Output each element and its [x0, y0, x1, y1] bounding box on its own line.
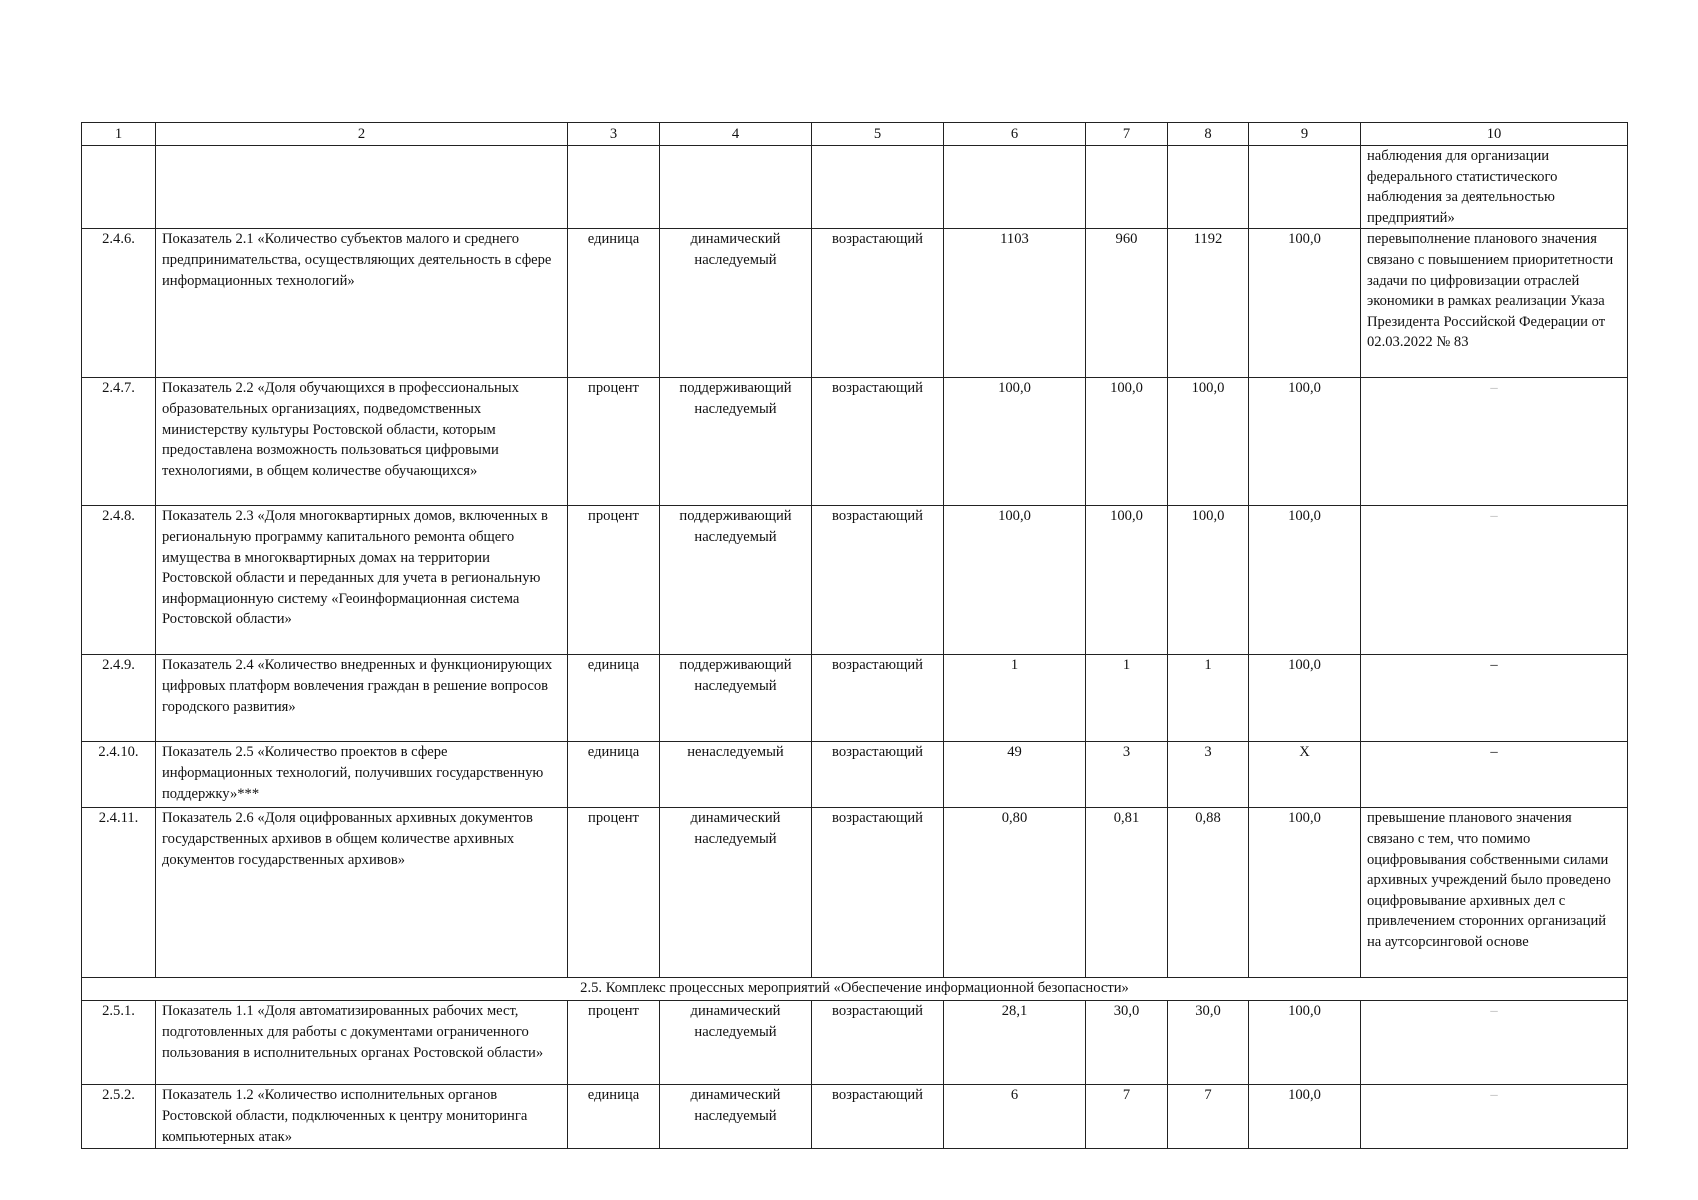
note-cell: перевыполнение планового значения связано с повышением приоритетности задачи по цифровизации отраслей экономики в рамках реализации Указа Президента Российской Федерации от 02.03.2022 № 83	[1361, 229, 1628, 378]
type-cell: динамический наследуемый	[660, 1085, 812, 1149]
table-row	[82, 655, 1628, 742]
note-cell: –	[1361, 378, 1628, 506]
section-header-row	[82, 978, 1628, 1001]
indicator-name: Показатель 2.6 «Доля оцифрованных архивных документов государственных архивов в общем количестве архивных документов государственных архивов»	[156, 808, 568, 978]
table-row	[82, 808, 1628, 978]
indicator-name: Показатель 2.1 «Количество субъектов малого и среднего предпринимательства, осуществляющих деятельность в сфере информационных технологий»	[156, 229, 568, 378]
column-number: 7	[1086, 123, 1168, 146]
value-col7: 3	[1086, 742, 1168, 808]
row-number: 2.5.1.	[82, 1001, 156, 1085]
table-row	[82, 1085, 1628, 1149]
direction-cell: возрастающий	[812, 1085, 944, 1149]
unit-cell: единица	[568, 742, 660, 808]
value-col6: 28,1	[944, 1001, 1086, 1085]
value-col8: 0,88	[1168, 808, 1249, 978]
table-row	[82, 1001, 1628, 1085]
direction-cell: возрастающий	[812, 506, 944, 655]
unit-cell: процент	[568, 1001, 660, 1085]
indicator-name: Показатель 1.2 «Количество исполнительных органов Ростовской области, подключенных к центру мониторинга компьютерных атак»	[156, 1085, 568, 1149]
direction-cell: возрастающий	[812, 808, 944, 978]
note-cell: превышение планового значения связано с тем, что помимо оцифровывания собственными силами архивных учреждений было проведено оцифровывание архивных дел с привлечением сторонних организаций на аутсорсинговой основе	[1361, 808, 1628, 978]
direction-cell: возрастающий	[812, 1001, 944, 1085]
value-col9: 100,0	[1249, 229, 1361, 378]
section-title: 2.5. Комплекс процессных мероприятий «Обеспечение информационной безопасности»	[82, 978, 1628, 1001]
type-cell: динамический наследуемый	[660, 808, 812, 978]
direction-cell: возрастающий	[812, 655, 944, 742]
type-cell: динамический наследуемый	[660, 1001, 812, 1085]
column-number: 3	[568, 123, 660, 146]
value-col8: 100,0	[1168, 378, 1249, 506]
value-col8: 7	[1168, 1085, 1249, 1149]
row-number: 2.4.10.	[82, 742, 156, 808]
value-col6: 1	[944, 655, 1086, 742]
value-col8: 100,0	[1168, 506, 1249, 655]
unit-cell: единица	[568, 1085, 660, 1149]
type-cell: поддерживающий наследуемый	[660, 378, 812, 506]
note-cell: –	[1361, 1001, 1628, 1085]
indicator-name: Показатель 1.1 «Доля автоматизированных рабочих мест, подготовленных для работы с документами ограниченного пользования в исполнительных органах Ростовской области»	[156, 1001, 568, 1085]
direction-cell: возрастающий	[812, 378, 944, 506]
column-number: 6	[944, 123, 1086, 146]
value-col8: 1	[1168, 655, 1249, 742]
value-col9: Х	[1249, 742, 1361, 808]
column-number: 8	[1168, 123, 1249, 146]
indicator-name: Показатель 2.2 «Доля обучающихся в профессиональных образовательных организациях, подведомственных министерству культуры Ростовской области, которым предоставлена возможность пользоваться цифровыми технологиями, в общем количестве обучающихся»	[156, 378, 568, 506]
value-col9: 100,0	[1249, 1085, 1361, 1149]
indicators-table	[81, 122, 1628, 1149]
unit-cell: процент	[568, 378, 660, 506]
type-cell: динамический наследуемый	[660, 229, 812, 378]
value-col6: 6	[944, 1085, 1086, 1149]
note-cell: –	[1361, 506, 1628, 655]
value-col7: 960	[1086, 229, 1168, 378]
note-cell: –	[1361, 655, 1628, 742]
column-number: 4	[660, 123, 812, 146]
row-number: 2.5.2.	[82, 1085, 156, 1149]
table-row	[82, 229, 1628, 378]
value-col9: 100,0	[1249, 808, 1361, 978]
value-col6: 0,80	[944, 808, 1086, 978]
unit-cell: процент	[568, 506, 660, 655]
value-col8: 30,0	[1168, 1001, 1249, 1085]
type-cell: поддерживающий наследуемый	[660, 655, 812, 742]
table-row	[82, 378, 1628, 506]
note-cell: –	[1361, 1085, 1628, 1149]
row-number: 2.4.9.	[82, 655, 156, 742]
value-col6: 49	[944, 742, 1086, 808]
type-cell: поддерживающий наследуемый	[660, 506, 812, 655]
direction-cell: возрастающий	[812, 229, 944, 378]
table-row	[82, 506, 1628, 655]
direction-cell: возрастающий	[812, 742, 944, 808]
value-col7: 100,0	[1086, 378, 1168, 506]
column-number: 5	[812, 123, 944, 146]
value-col6: 100,0	[944, 506, 1086, 655]
unit-cell: единица	[568, 655, 660, 742]
indicator-name: Показатель 2.3 «Доля многоквартирных домов, включенных в региональную программу капитального ремонта общего имущества в многоквартирных домах на территории Ростовской области и переданных для учета в региональную информационную систему «Геоинформационная система Ростовской области»	[156, 506, 568, 655]
column-number: 1	[82, 123, 156, 146]
unit-cell: единица	[568, 229, 660, 378]
note-cell: наблюдения для организации федерального статистического наблюдения за деятельностью предприятий»	[1361, 146, 1628, 229]
column-number-row	[82, 123, 1628, 146]
continuation-row	[82, 146, 1628, 229]
value-col7: 1	[1086, 655, 1168, 742]
column-number: 9	[1249, 123, 1361, 146]
value-col7: 0,81	[1086, 808, 1168, 978]
table-row	[82, 742, 1628, 808]
value-col8: 3	[1168, 742, 1249, 808]
column-number: 2	[156, 123, 568, 146]
value-col9: 100,0	[1249, 655, 1361, 742]
indicator-name: Показатель 2.4 «Количество внедренных и функционирующих цифровых платформ вовлечения граждан в решение вопросов городского развития»	[156, 655, 568, 742]
row-number: 2.4.7.	[82, 378, 156, 506]
value-col7: 30,0	[1086, 1001, 1168, 1085]
value-col8: 1192	[1168, 229, 1249, 378]
row-number: 2.4.6.	[82, 229, 156, 378]
row-number: 2.4.11.	[82, 808, 156, 978]
value-col6: 100,0	[944, 378, 1086, 506]
value-col7: 7	[1086, 1085, 1168, 1149]
value-col9: 100,0	[1249, 506, 1361, 655]
unit-cell: процент	[568, 808, 660, 978]
column-number: 10	[1361, 123, 1628, 146]
note-cell: –	[1361, 742, 1628, 808]
value-col9: 100,0	[1249, 378, 1361, 506]
row-number: 2.4.8.	[82, 506, 156, 655]
value-col6: 1103	[944, 229, 1086, 378]
value-col9: 100,0	[1249, 1001, 1361, 1085]
type-cell: ненаследуемый	[660, 742, 812, 808]
indicator-name: Показатель 2.5 «Количество проектов в сфере информационных технологий, получивших государственную поддержку»***	[156, 742, 568, 808]
value-col7: 100,0	[1086, 506, 1168, 655]
